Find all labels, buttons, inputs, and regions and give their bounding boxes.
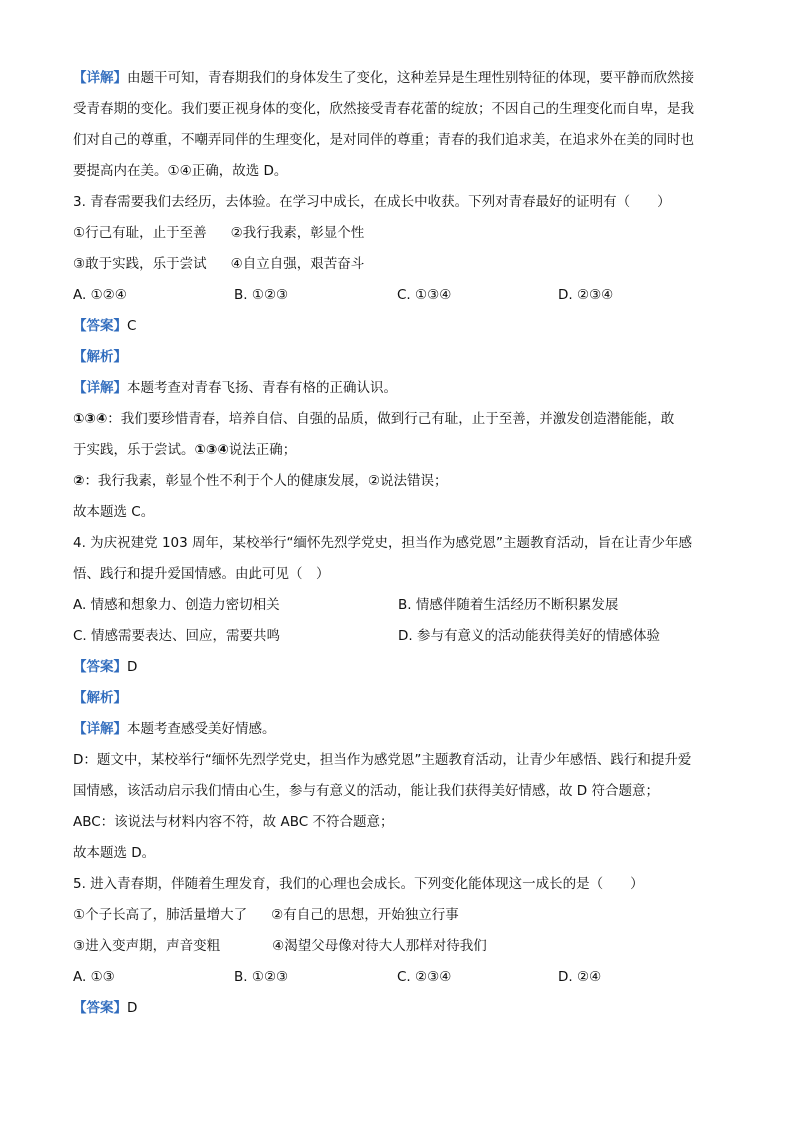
q4-conclusion: 故本题选 D。 [73,845,156,861]
q5-answer: 【答案】D [73,1000,138,1016]
q3-analysis: 【解析】 [73,349,127,365]
q3-explain-line-1: ①③④：我们要珍惜青春，培养自信、自强的品质，做到行己有耻，止于至善，并激发创造潜能能，敢 [73,411,675,427]
q3-option-a: A. ①②④ [73,287,127,303]
q4-option-a: A. 情感和想象力、创造力密切相关 [73,597,280,613]
q5-option-d: D. ②④ [558,969,602,985]
q3-detail: 【详解】本题考查对青春飞扬、青春有格的正确认识。 [73,380,397,396]
q2-detail-line-3: 们对自己的尊重，不嘲弄同伴的生理变化，是对同伴的尊重；青春的我们追求美，在追求外在美的同时也 [73,132,694,148]
q3-stem: 3. 青春需要我们去经历，去体验。在学习中成长，在成长中收获。下列对青春最好的证明有（ ） [73,194,671,210]
q3-conclusion: 故本题选 C。 [73,504,155,520]
q2-detail-line-1: 【详解】由题干可知，青春期我们的身体发生了变化，这种差异是生理性别特征的体现，要平静而欣然接 [73,70,694,86]
q4-explain-line-2: 国情感，该活动启示我们情由心生，参与有意义的活动，能让我们获得美好情感，故 D 符合题意； [73,783,659,799]
q3-option-c: C. ①③④ [397,287,452,303]
q4-analysis: 【解析】 [73,690,127,706]
q4-option-c: C. 情感需要表达、回应，需要共鸣 [73,628,281,644]
q3-explain-line-3: ②：我行我素，彰显个性不利于个人的健康发展，②说法错误； [73,473,448,489]
q5-items-row-2: ③进入变声期，声音变粗 ④渴望父母像对待大人那样对待我们 [73,938,487,954]
q4-stem-line-1: 4. 为庆祝建党 103 周年，某校举行“缅怀先烈学党史，担当作为感党恩”主题教育活动，旨在让青少年感 [73,535,693,551]
q3-answer: 【答案】C [73,318,137,334]
q5-option-a: A. ①③ [73,969,115,985]
q3-explain-line-2: 于实践，乐于尝试。①③④说法正确； [73,442,297,458]
q5-options [73,962,733,993]
q2-detail-line-2: 受青春期的变化。我们要正视身体的变化，欣然接受青春花蕾的绽放；不因自己的生理变化而自卑，是我 [73,101,694,117]
q4-explain-line-3: ABC：该说法与材料内容不符，故 ABC 不符合题意； [73,814,394,830]
q4-answer: 【答案】D [73,659,138,675]
document-body [73,63,733,1024]
q3-option-b: B. ①②③ [234,287,289,303]
q3-items-row-2: ③敢于实践，乐于尝试 ④自立自强，艰苦奋斗 [73,256,365,272]
q5-option-c: C. ②③④ [397,969,452,985]
q4-option-b: B. 情感伴随着生活经历不断积累发展 [398,597,619,613]
q3-items-row-1: ①行己有耻，止于至善 ②我行我素，彰显个性 [73,225,365,241]
q5-stem: 5. 进入青春期，伴随着生理发育，我们的心理也会成长。下列变化能体现这一成长的是（ ） [73,876,644,892]
q3-option-d: D. ②③④ [558,287,614,303]
q3-options [73,280,733,311]
q5-option-b: B. ①②③ [234,969,289,985]
q4-options-row-2 [73,621,733,652]
q4-option-d: D. 参与有意义的活动能获得美好的情感体验 [398,628,660,644]
q4-options-row-1 [73,590,733,621]
q4-detail: 【详解】本题考查感受美好情感。 [73,721,276,737]
q4-stem-line-2: 悟、践行和提升爱国情感。由此可见（ ） [73,566,330,582]
q2-detail-label: 【详解】 [73,70,127,86]
q2-detail-line-4: 要提高内在美。①④正确，故选 D。 [73,163,288,179]
q5-items-row-1: ①个子长高了，肺活量增大了 ②有自己的思想，开始独立行事 [73,907,459,923]
q4-explain-line-1: D：题文中，某校举行“缅怀先烈学党史，担当作为感党恩”主题教育活动，让青少年感悟、践行和提升爱 [73,752,692,768]
